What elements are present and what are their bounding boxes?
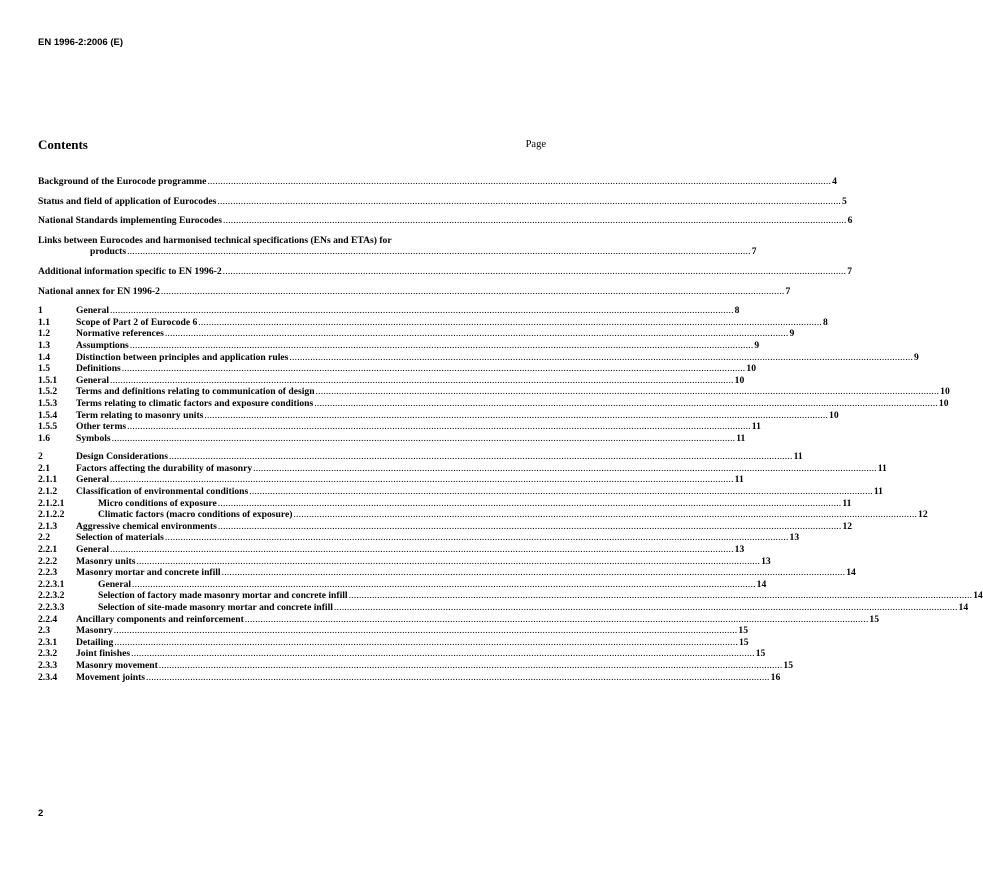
toc-entry-title: Masonry movement <box>76 659 158 671</box>
toc-entry[interactable] <box>38 409 839 422</box>
toc-entry-title: Climatic factors (macro conditions of exposure) <box>98 509 293 521</box>
toc-entry-page: 14 <box>958 602 969 613</box>
toc-entry-number: 2.3.1 <box>38 636 58 648</box>
toc-entry-page: 7 <box>785 285 791 297</box>
toc-entry[interactable] <box>38 305 740 317</box>
dot-leader <box>127 421 751 433</box>
toc-entry-title: Symbols <box>76 432 111 444</box>
toc-entry-number: 2.1.2 <box>38 486 58 498</box>
toc-entry-page: 14 <box>756 578 767 590</box>
toc-entry[interactable] <box>38 386 950 398</box>
dot-leader <box>127 246 751 258</box>
toc-entry[interactable] <box>38 351 919 364</box>
toc-entry-page: 10 <box>938 397 949 409</box>
toc-entry-number: 2.2 <box>38 532 50 544</box>
toc-entry-number: 1.5.5 <box>38 421 58 433</box>
toc-entry-title: Masonry mortar and concrete infill <box>76 567 221 579</box>
dot-leader <box>222 567 846 579</box>
toc-entry[interactable] <box>38 578 767 591</box>
toc-entry-title: Selection of site-made masonry mortar and concrete infill <box>98 602 333 613</box>
toc-entry[interactable] <box>38 636 749 649</box>
toc-entry-number: 1.1 <box>38 316 50 328</box>
toc-entry-page: 15 <box>738 636 749 648</box>
toc-entry[interactable] <box>38 532 800 544</box>
contents-title: Contents <box>38 137 88 152</box>
toc-entry-number: 1 <box>38 305 43 317</box>
toc-entry-title: Scope of Part 2 of Eurocode 6 <box>76 316 198 328</box>
dot-leader <box>136 556 760 568</box>
section-gap <box>38 444 546 451</box>
dot-leader <box>249 486 873 498</box>
toc-entry[interactable] <box>38 474 744 486</box>
toc-entry-title: Assumptions <box>76 339 129 351</box>
toc-entry-number: 2.3.2 <box>38 648 58 660</box>
toc-entry-page: 11 <box>877 462 887 474</box>
toc-entry-national-standards[interactable] <box>38 215 853 227</box>
toc-entry-title: Terms relating to climatic factors and exposure conditions <box>76 397 314 409</box>
toc-entry-page: 6 <box>847 215 853 227</box>
toc-entry-page: 8 <box>734 305 740 317</box>
toc-entry-title: Masonry units <box>76 555 136 567</box>
toc-entry-title: General <box>76 305 110 317</box>
toc-entry-page: 15 <box>755 648 766 660</box>
toc-entry[interactable] <box>38 497 852 510</box>
toc-entry-page: 13 <box>789 532 800 544</box>
dot-leader <box>131 648 755 660</box>
dot-leader <box>159 660 783 672</box>
toc-entry-page: 7 <box>751 246 757 258</box>
toc-entry[interactable] <box>38 339 760 352</box>
toc-entry-number: 1.5.3 <box>38 397 58 409</box>
toc-entry[interactable] <box>38 671 781 684</box>
toc-entry-title-line1: Links between Eurocodes and harmonised technical specifications (ENs and ETAs) for <box>38 234 392 246</box>
toc-entry-number: 2.2.3.2 <box>38 590 65 602</box>
toc-entry-page: 11 <box>734 474 744 486</box>
dot-leader <box>122 363 746 375</box>
toc-entry-number: 2.2.2 <box>38 555 58 567</box>
dot-leader <box>349 590 973 602</box>
toc-entry-page: 9 <box>914 351 919 363</box>
table-of-contents <box>38 176 983 683</box>
toc-entry-page: 12 <box>918 509 928 521</box>
toc-entry-page: 5 <box>842 195 847 207</box>
toc-entry[interactable] <box>38 602 969 614</box>
toc-entry-number: 2.3.4 <box>38 671 58 683</box>
toc-entry[interactable] <box>38 451 803 463</box>
dot-leader <box>110 305 734 317</box>
toc-entry[interactable] <box>38 421 761 433</box>
toc-entry-number: 2 <box>38 451 43 463</box>
toc-entry-number: 2.2.3 <box>38 567 58 579</box>
toc-entry-number: 2.1.3 <box>38 520 58 532</box>
toc-entry-national-annex[interactable] <box>38 285 791 298</box>
toc-entry-title: Selection of materials <box>76 532 164 544</box>
toc-entry-page: 9 <box>789 328 795 340</box>
toc-entry-title: Selection of factory made masonry mortar and concrete infill <box>98 590 348 602</box>
toc-entry-title: General <box>98 578 132 590</box>
toc-entry[interactable] <box>38 659 794 672</box>
dot-leader <box>130 340 754 352</box>
toc-entry[interactable] <box>38 613 880 626</box>
toc-entry-number: 2.3.3 <box>38 659 58 671</box>
toc-entry-page: 11 <box>751 421 761 433</box>
dot-leader <box>218 498 842 510</box>
toc-entry[interactable] <box>38 567 856 579</box>
toc-entry-page: 13 <box>734 544 745 556</box>
toc-entry-background[interactable] <box>38 176 837 188</box>
dot-leader <box>132 579 756 591</box>
dot-leader <box>110 375 734 387</box>
toc-entry[interactable] <box>38 363 756 375</box>
toc-entry[interactable] <box>38 432 746 445</box>
toc-entry-page: 14 <box>973 590 983 602</box>
toc-section-2 <box>38 451 983 683</box>
dot-leader <box>165 328 789 340</box>
dot-leader <box>217 196 841 208</box>
toc-entry-title: Aggressive chemical environments <box>76 520 217 532</box>
dot-leader <box>114 625 738 637</box>
toc-entry-title: Detailing <box>76 636 114 648</box>
dot-leader <box>169 451 793 463</box>
toc-entry-title: General <box>76 374 110 386</box>
toc-entry[interactable] <box>38 374 745 387</box>
toc-entry-page: 10 <box>940 386 950 398</box>
toc-entry-page: 15 <box>738 625 748 637</box>
toc-entry-title: Distinction between principles and application rules <box>76 351 289 363</box>
dot-leader <box>223 266 847 278</box>
toc-entry-title: Factors affecting the durability of masonry <box>76 462 253 474</box>
toc-entry[interactable] <box>38 486 883 498</box>
toc-entry-number: 1.5 <box>38 363 50 375</box>
dot-leader <box>165 532 789 544</box>
toc-entry-page: 8 <box>822 316 828 328</box>
toc-entry-page: 11 <box>736 432 746 444</box>
toc-entry-page: 16 <box>770 671 781 683</box>
dot-leader <box>110 544 734 556</box>
toc-entry-number: 2.2.4 <box>38 613 58 625</box>
dot-leader <box>245 614 869 626</box>
toc-entry[interactable] <box>38 544 745 556</box>
toc-entry-number: 2.1.2.2 <box>38 509 65 521</box>
document-id-header: EN 1996-2:2006 (E) <box>38 37 124 48</box>
toc-entry-title: Terms and definitions relating to communication of design <box>76 386 315 398</box>
toc-entry-links[interactable] <box>38 234 757 258</box>
toc-entry-page: 7 <box>847 265 853 277</box>
toc-entry-number: 1.5.4 <box>38 409 58 421</box>
toc-entry[interactable] <box>38 509 928 521</box>
toc-entry-number: 1.4 <box>38 351 50 363</box>
dot-leader <box>314 398 938 410</box>
dot-leader <box>112 433 736 445</box>
dot-leader <box>253 463 877 475</box>
dot-leader <box>289 352 913 364</box>
page-number: 2 <box>38 808 44 819</box>
toc-entry-title: Masonry <box>76 625 113 637</box>
toc-entry[interactable] <box>38 462 887 475</box>
toc-entry-page: 15 <box>783 659 794 671</box>
toc-entry-page: 15 <box>869 613 880 625</box>
dot-leader <box>110 474 734 486</box>
toc-entry-page: 14 <box>846 567 856 579</box>
dot-leader <box>114 637 738 649</box>
toc-entry-title: Background of the Eurocode programme <box>38 176 207 187</box>
toc-entry-page: 10 <box>746 363 756 375</box>
toc-entry[interactable] <box>38 555 771 568</box>
toc-entry-title: National Standards implementing Eurocodes <box>38 215 222 227</box>
toc-entry-title: National annex for EN 1996-2 <box>38 285 160 297</box>
toc-entry-title: Normative references <box>76 328 164 340</box>
toc-entry-number: 2.1.1 <box>38 474 58 486</box>
toc-entry-number: 2.2.1 <box>38 544 58 556</box>
toc-entry-page: 4 <box>832 176 837 187</box>
toc-entry-number: 2.3 <box>38 625 50 637</box>
toc-entry-page: 13 <box>761 555 771 567</box>
toc-entry-number: 1.5.1 <box>38 374 58 386</box>
toc-entry-number: 2.2.3.1 <box>38 578 65 590</box>
dot-leader <box>218 521 842 533</box>
toc-entry[interactable] <box>38 316 828 329</box>
toc-entry-title: Other terms <box>76 421 127 433</box>
dot-leader <box>161 286 785 298</box>
toc-entry-page: 10 <box>734 374 745 386</box>
toc-entry-number: 2.1 <box>38 462 50 474</box>
toc-entry-page: 11 <box>873 486 883 498</box>
dot-leader <box>316 386 940 398</box>
dot-leader <box>207 176 831 188</box>
toc-entry-title: Design Considerations <box>76 451 168 463</box>
toc-entry[interactable] <box>38 397 949 410</box>
toc-entry-title: Definitions <box>76 363 121 375</box>
toc-entry-title: Ancillary components and reinforcement <box>76 613 244 625</box>
toc-entry[interactable] <box>38 520 853 533</box>
toc-entry-number: 1.2 <box>38 328 50 340</box>
dot-leader <box>204 410 828 422</box>
toc-entry-title: Status and field of application of Eurocodes <box>38 195 217 207</box>
toc-entry-title: Movement joints <box>76 671 146 683</box>
toc-entry[interactable] <box>38 328 795 340</box>
dot-leader <box>198 317 822 329</box>
toc-entry-title: Additional information specific to EN 1996-2 <box>38 265 222 277</box>
toc-entry-title: General <box>76 474 110 486</box>
toc-entry-title: Classification of environmental conditions <box>76 486 249 498</box>
toc-section-1 <box>38 305 950 444</box>
toc-entry-title: Joint finishes <box>76 648 131 660</box>
toc-entry-number: 2.1.2.1 <box>38 497 65 509</box>
toc-entry-number: 2.2.3.3 <box>38 602 65 613</box>
dot-leader <box>146 672 770 684</box>
toc-entry-title: Micro conditions of exposure <box>98 497 217 509</box>
toc-entry-number: 1.3 <box>38 339 50 351</box>
toc-entry-page: 11 <box>793 451 803 463</box>
dot-leader <box>293 509 917 521</box>
toc-entry-number: 1.6 <box>38 432 50 444</box>
toc-entry[interactable] <box>38 648 766 660</box>
toc-entry-status[interactable] <box>38 195 847 208</box>
toc-entry-page: 12 <box>842 520 853 532</box>
toc-entry-number: 1.5.2 <box>38 386 58 398</box>
toc-entry-page: 9 <box>754 339 760 351</box>
toc-entry-additional-info[interactable] <box>38 265 853 278</box>
toc-entry[interactable] <box>38 625 748 637</box>
toc-entry-title-line2: products <box>90 246 127 258</box>
dot-leader <box>334 602 958 614</box>
dot-leader <box>223 215 847 227</box>
toc-entry[interactable] <box>38 590 983 602</box>
page-column-label: Page <box>525 139 546 150</box>
toc-entry-title: Term relating to masonry units <box>76 409 204 421</box>
toc-entry-page: 11 <box>842 497 852 509</box>
toc-entry-title: General <box>76 544 110 556</box>
toc-entry-page: 10 <box>829 409 839 421</box>
